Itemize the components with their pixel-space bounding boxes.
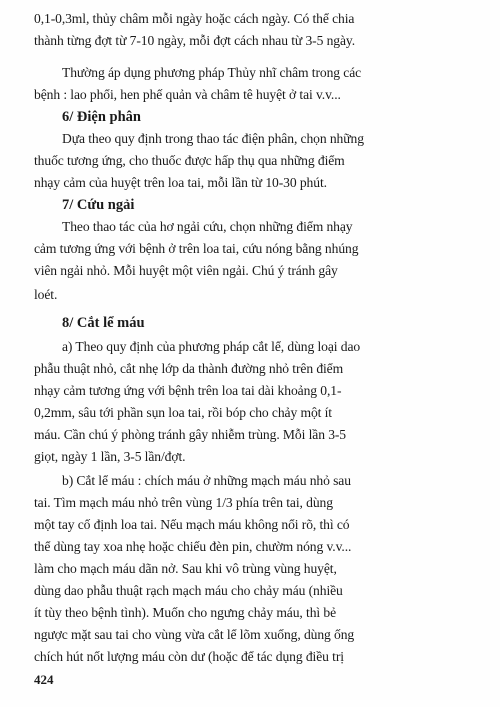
text-line: thành từng đợt từ 7-10 ngày, mỗi đợt cách nhau từ 3-5 ngày.: [34, 33, 356, 48]
text-line: nhạy cảm của huyệt trên loa tai, mỗi lần từ 10-30 phút.: [34, 175, 327, 190]
text-line: loét.: [34, 287, 58, 302]
text-line: giọt, ngày 1 lần, 3-5 lần/đợt.: [34, 449, 186, 464]
text-line: phẫu thuật nhỏ, cắt nhẹ lớp da thành đường nhỏ trên điểm: [34, 361, 344, 376]
text-line: dùng dao phẫu thuật rạch mạch máu cho chảy máu (nhiều: [34, 583, 343, 598]
text-line: làm cho mạch máu dãn nở. Sau khi vô trùng vùng huyệt,: [34, 561, 337, 576]
text-line: a) Theo quy định của phương pháp cắt lể, dùng loại dao: [62, 339, 361, 354]
text-line: Thường áp dụng phương pháp Thủy nhĩ châm trong các: [62, 65, 362, 80]
text-line: ngược mặt sau tai cho vùng vừa cắt lể lõm xuống, dùng ống: [34, 627, 355, 642]
section-heading-6: 6/ Điện phân: [62, 109, 141, 125]
text-line: tai. Tìm mạch máu nhỏ trên vùng 1/3 phía trên tai, dùng: [34, 495, 333, 510]
page-number: 424: [34, 672, 54, 687]
text-line: 0,1-0,3ml, thủy châm mỗi ngày hoặc cách ngày. Có thể chia: [34, 11, 355, 26]
text-line: 0,2mm, sâu tới phần sụn loa tai, rồi bóp cho chảy một ít: [34, 405, 332, 420]
text-line: thể dùng tay xoa nhẹ hoặc chiếu đèn pin, chườm nóng v.v...: [34, 539, 352, 554]
text-line: một tay cố định loa tai. Nếu mạch máu không nổi rõ, thì có: [34, 517, 350, 532]
text-line: thuốc tương ứng, cho thuốc được hấp thụ qua những điểm: [34, 153, 345, 168]
section-heading-8: 8/ Cắt lể máu: [62, 315, 145, 331]
text-line: bệnh : lao phổi, hen phế quản và châm tê huyệt ở tai v.v...: [34, 87, 341, 102]
text-line: b) Cắt lể máu : chích máu ở những mạch máu nhỏ sau: [62, 473, 351, 488]
text-line: Theo thao tác của hơ ngải cứu, chọn những điểm nhạy: [62, 219, 353, 234]
section-heading-7: 7/ Cứu ngải: [62, 197, 135, 213]
text-line: máu. Cần chú ý phòng tránh gây nhiễm trùng. Mỗi lần 3-5: [34, 427, 347, 442]
text-line: chích hút nốt lượng máu còn dư (hoặc để tác dụng điều trị: [34, 649, 344, 664]
text-line: ít tùy theo bệnh tình). Muốn cho ngưng chảy máu, thì bẻ: [34, 605, 337, 620]
text-line: cảm tương ứng với bệnh ở trên loa tai, cứu nóng bằng nhúng: [34, 241, 359, 256]
text-line: viên ngải nhỏ. Mỗi huyệt một viên ngải. Chú ý tránh gây: [34, 263, 338, 278]
text-line: nhạy cảm tương ứng với bệnh trên loa tai dài khoảng 0,1-: [34, 383, 342, 398]
text-line: Dựa theo quy định trong thao tác điện phân, chọn những: [62, 131, 364, 146]
